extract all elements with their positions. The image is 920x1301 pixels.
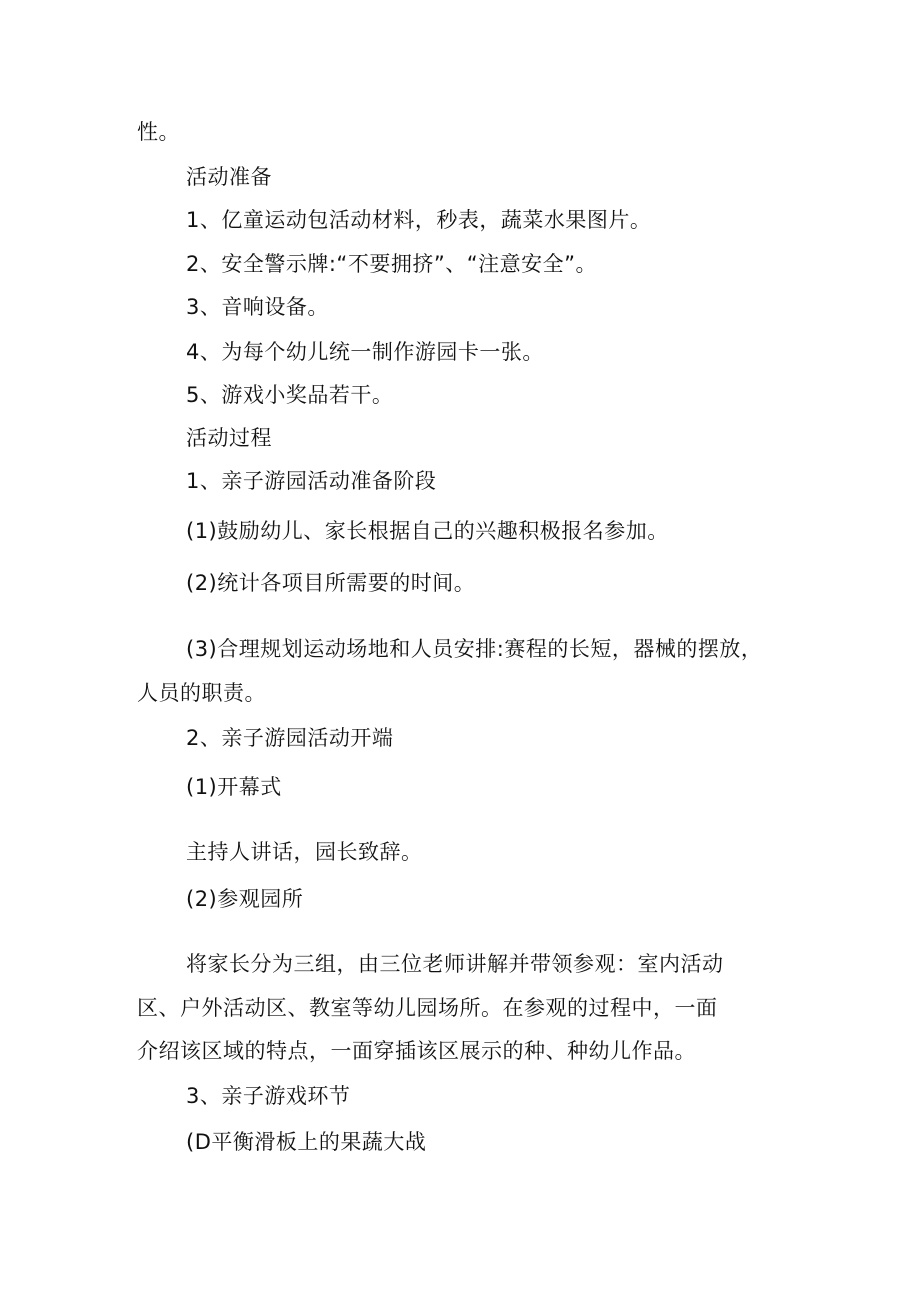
prep-item-2: 2、安全警示牌:“不要拥挤”、“注意安全”。 (186, 252, 597, 276)
process-step-2-item-1-text: 主持人讲话，园长致辞。 (186, 840, 423, 864)
process-step-2-item-2: (2)参观园所 (186, 887, 304, 911)
process-step-3-item-1: (D平衡滑板上的果蔬大战 (186, 1130, 427, 1154)
text-line-continuation: 性。 (137, 120, 180, 144)
process-step-2-title: 2、亲子游园活动开端 (186, 726, 394, 750)
process-step-2-item-2-text: 将家长分为三组，由三位老师讲解并带领参观：室内活动 (186, 952, 724, 976)
prep-item-3: 3、音响设备。 (186, 295, 329, 319)
prep-item-4: 4、为每个幼儿统一制作游园卡一张。 (186, 340, 544, 364)
prep-item-1: 1、亿童运动包活动材料，秒表，蔬菜水果图片。 (186, 208, 652, 232)
process-step-1-title: 1、亲子游园活动准备阶段 (186, 469, 437, 493)
prep-item-5: 5、游戏小奖品若干。 (186, 383, 394, 407)
process-step-1-item-2: (2)统计各项目所需要的时间。 (186, 571, 476, 595)
heading-activity-preparation: 活动准备 (186, 165, 272, 189)
process-step-1-item-3-cont: 人员的职责。 (137, 681, 266, 705)
heading-activity-process: 活动过程 (186, 426, 272, 450)
process-step-2-item-1: (1)开幕式 (186, 775, 282, 799)
process-step-1-item-1: (1)鼓励幼儿、家长根据自己的兴趣积极报名参加。 (186, 519, 669, 543)
process-step-3-title: 3、亲子游戏环节 (186, 1084, 351, 1108)
process-step-2-item-2-text-cont1: 区、户外活动区、教室等幼儿园场所。在参观的过程中，一面 (137, 996, 718, 1020)
process-step-2-item-2-text-cont2: 介绍该区域的特点，一面穿插该区展示的种、种幼儿作品。 (137, 1039, 696, 1063)
process-step-1-item-3: (3)合理规划运动场地和人员安排:赛程的长短，器械的摆放， (186, 637, 763, 661)
